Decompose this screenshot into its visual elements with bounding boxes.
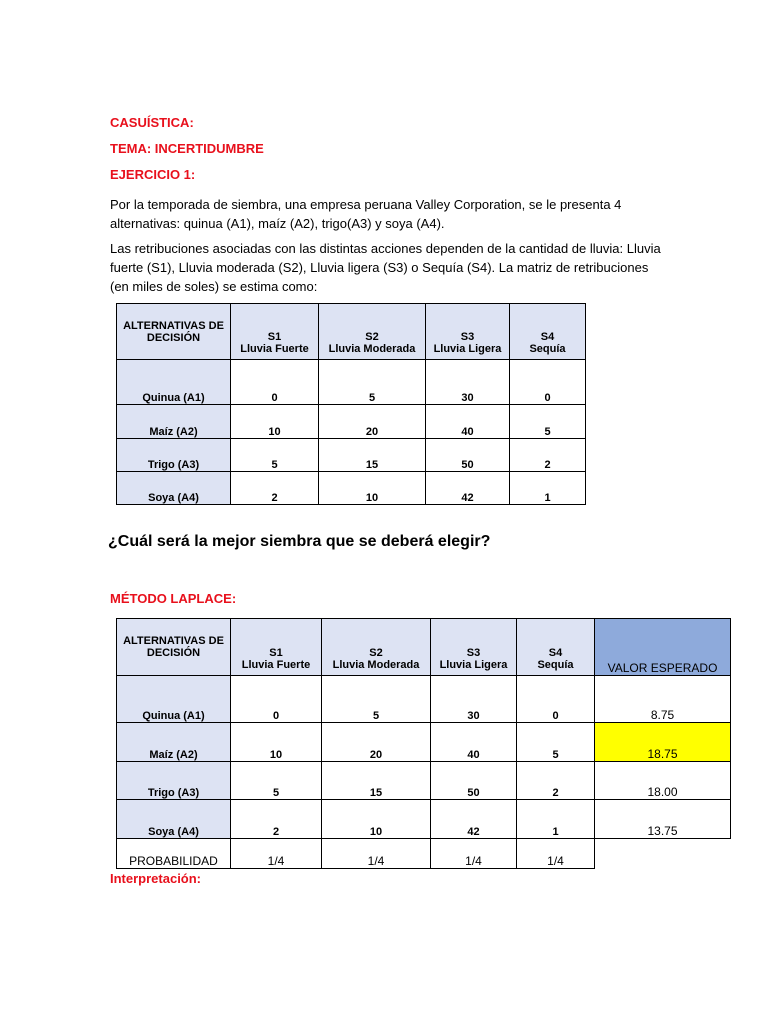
probability-cell: 1/4 [517,839,595,869]
state-header: S4 Sequía [510,304,586,360]
table-cell: 1 [517,800,595,839]
table-row [117,762,731,800]
table-row [117,439,586,472]
heading-casuistica: CASUÍSTICA: [110,115,194,130]
table-cell: 2 [231,800,322,839]
table-cell: 10 [231,405,319,439]
row-label: Quinua (A1) [117,360,231,405]
expected-value-cell: 8.75 [595,676,731,723]
table-cell: 30 [431,676,517,723]
state-header: S2 Lluvia Moderada [322,619,431,676]
table-row [117,676,731,723]
interpretation-title: Interpretación: [110,871,202,886]
table-cell: 10 [319,472,426,505]
table-cell: 10 [322,800,431,839]
heading-ejercicio: EJERCICIO 1: [110,167,196,182]
probability-cell: 1/4 [322,839,431,869]
table-cell: 50 [431,762,517,800]
state-header: S3 Lluvia Ligera [426,304,510,360]
row-label: Soya (A4) [117,472,231,505]
state-header: S1 Lluvia Fuerte [231,619,322,676]
table-cell: 2 [517,762,595,800]
intro-paragraph: Por la temporada de siembra, una empresa peruana Valley Corporation, se le presenta 4 alternativas: quinua (A1), maíz (A2), trigo(A3) y soya (A4). [110,197,622,231]
table-cell: 15 [319,439,426,472]
corner-header: ALTERNATIVAS DE DECISIÓN [117,619,231,676]
table-cell: 5 [319,360,426,405]
expected-value-cell: 13.75 [595,800,731,839]
table-cell: 20 [319,405,426,439]
row-label: Maíz (A2) [117,405,231,439]
table-cell: 1 [510,472,586,505]
table-cell: 0 [231,676,322,723]
table-row [117,723,731,762]
question-text: ¿Cuál será la mejor siembra que se deberá elegir? [108,533,491,550]
state-header: S3 Lluvia Ligera [431,619,517,676]
row-label: Soya (A4) [117,800,231,839]
table-cell: 20 [322,723,431,762]
table-row [117,472,586,505]
table-cell: 15 [322,762,431,800]
payoff-matrix-table [116,303,586,505]
table-cell: 5 [510,405,586,439]
state-header: S2 Lluvia Moderada [319,304,426,360]
payoff-paragraph: Las retribuciones asociadas con las distintas acciones dependen de la cantidad de lluvia: Lluvia fuerte (S1), Lluvia moderada (S2), Lluvia ligera (S3) o Sequía (S4). La matriz de retribuciones (en miles de soles) se estima como: [110,241,661,294]
table-cell: 5 [231,439,319,472]
best-expected-value-cell: 18.75 [595,723,731,762]
expected-value-header: VALOR ESPERADO [595,619,731,676]
table-cell: 40 [431,723,517,762]
state-header: S4 Sequía [517,619,595,676]
method-title: MÉTODO LAPLACE: [110,591,237,606]
table-cell: 5 [231,762,322,800]
table-cell: 42 [431,800,517,839]
row-label: Maíz (A2) [117,723,231,762]
table-cell: 2 [510,439,586,472]
probability-cell: 1/4 [431,839,517,869]
table-row [117,405,586,439]
table-row [117,800,731,839]
heading-tema: TEMA: INCERTIDUMBRE [110,141,264,156]
table-cell: 5 [322,676,431,723]
expected-value-cell: 18.00 [595,762,731,800]
table-cell: 50 [426,439,510,472]
row-label: Quinua (A1) [117,676,231,723]
empty-cell [595,839,731,869]
table-cell: 0 [517,676,595,723]
table-cell: 2 [231,472,319,505]
probability-cell: 1/4 [231,839,322,869]
table-cell: 30 [426,360,510,405]
probability-label: PROBABILIDAD [117,839,231,869]
state-header: S1 Lluvia Fuerte [231,304,319,360]
table-cell: 10 [231,723,322,762]
table-cell: 0 [510,360,586,405]
table-cell: 42 [426,472,510,505]
laplace-table [116,618,731,869]
corner-header: ALTERNATIVAS DE DECISIÓN [117,304,231,360]
table-cell: 0 [231,360,319,405]
row-label: Trigo (A3) [117,762,231,800]
table-cell: 5 [517,723,595,762]
table-row [117,360,586,405]
row-label: Trigo (A3) [117,439,231,472]
table-cell: 40 [426,405,510,439]
probability-row [117,839,731,869]
